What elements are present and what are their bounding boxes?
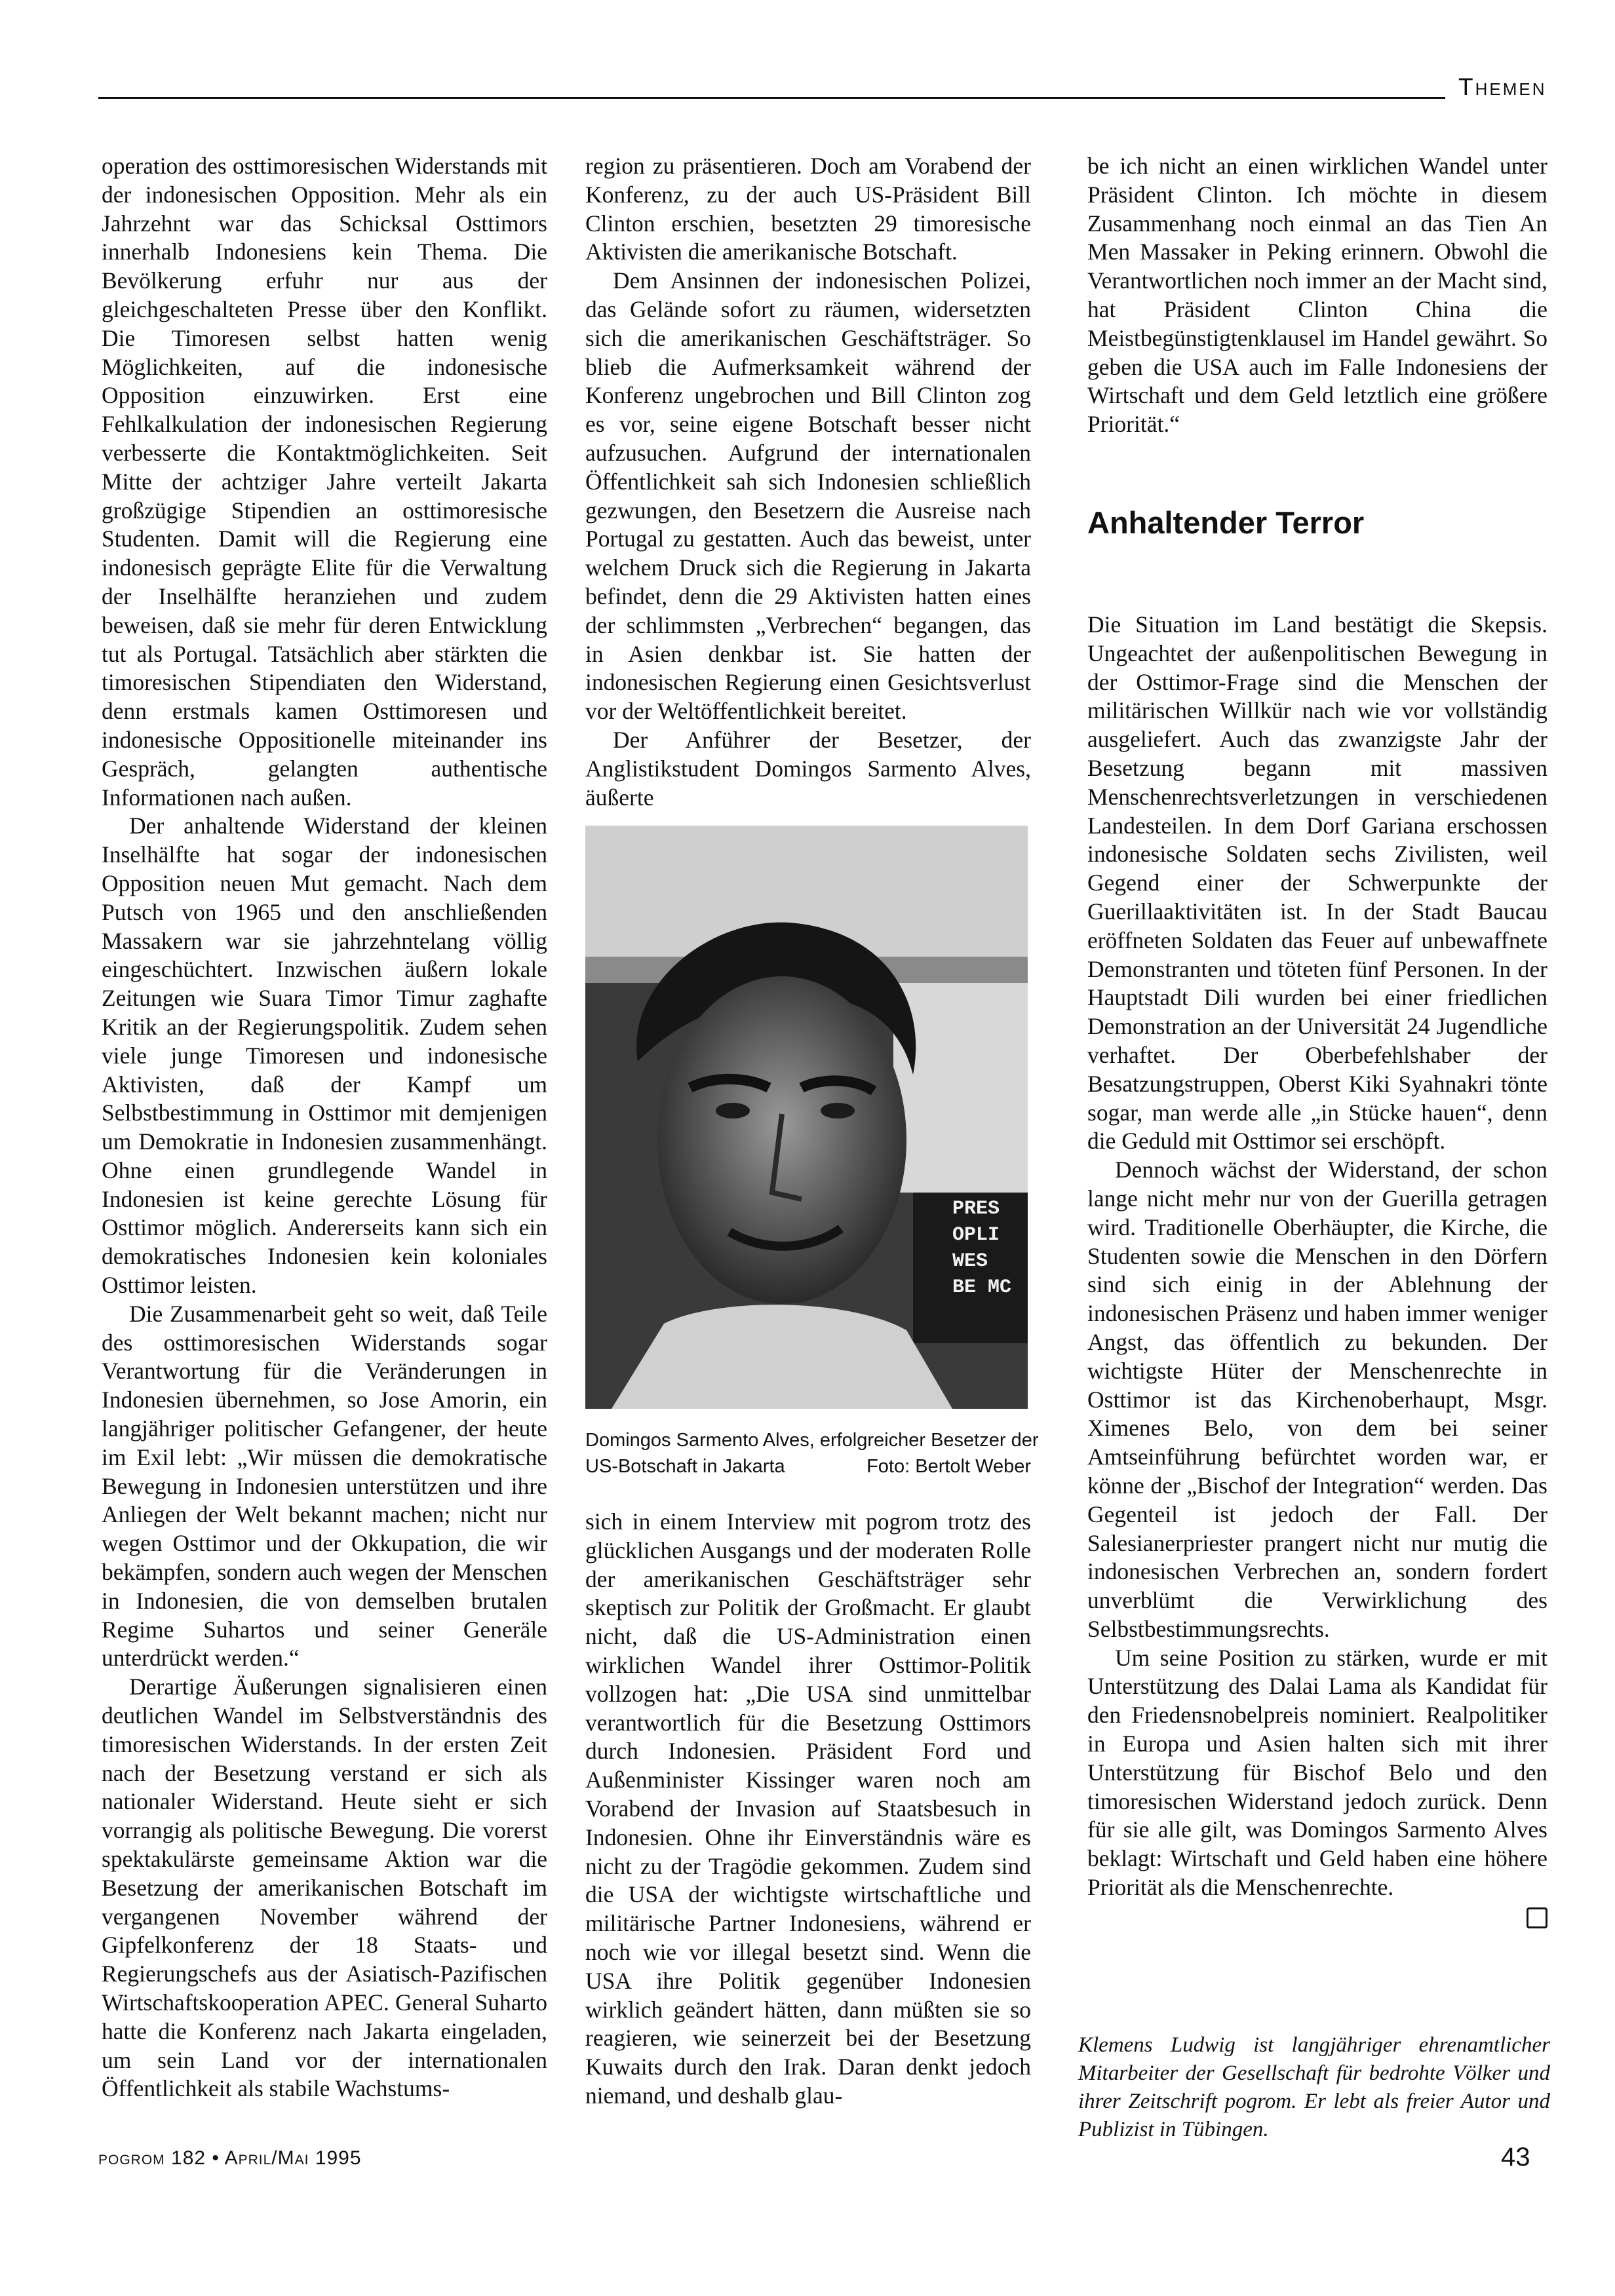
author-note: Klemens Ludwig ist langjähriger ehrenamtlicher Mitarbeiter der Gesellschaft für bedrohte Völker und ihrer Zeitschrift pogrom. Er lebt als freier Autor und Publizist in Tübingen. bbox=[1078, 2033, 1550, 2141]
photo-illustration bbox=[585, 826, 1028, 1409]
photo-credit: Foto: Bertolt Weber bbox=[866, 1456, 1031, 1477]
paragraph: sich in einem Interview mit pogrom trotz des glücklichen Ausgangs und der moderaten Rolle der amerikanischen Geschäftsträger sehr skeptisch zur Politik der Großmacht. Er glaubt nicht, daß die US-Administration einen wirklichen Wandel ihrer Osttimor-Politik vollzogen hat: „Die USA sind unmittelbar verantwortlich für die Besetzung Osttimors durch Indonesien. Präsident Ford und Außenminister Kissinger waren noch am Vorabend der Invasion auf Staatsbesuch in Indonesien. Ohne ihr Einverständnis wäre es nicht zu der Tragödie gekommen. Zudem sind die USA der wichtigste wirtschaftliche und militärische Partner Indonesiens, während er noch wie vor illegal besetzt sind. Wenn die USA ihre Politik gegenüber Indonesien wirklich geändert hätten, dann müßten sie so reagieren, wie seinerzeit bei der Besetzung Kuwaits durch den Irak. Daran denkt jedoch niemand, und deshalb glau- bbox=[585, 1508, 1031, 2109]
caption-text: Domingos Sarmento Alves, erfolgreicher Besetzer der US-Botschaft in Jakarta bbox=[585, 1430, 1039, 1477]
sign-line: OPLI bbox=[952, 1224, 1000, 1246]
paragraph: Die Situation im Land bestätigt die Skepsis. Ungeachtet der außenpolitischen Bewegung in der Osttimor-Frage sind die Menschen der militärischen Willkür nach wie vor vollständig ausgeliefert. Auch das zwanzigste Jahr der Besetzung begann mit massiven Menschenrechtsverletzungen in verschiedenen Landesteilen. In dem Dorf Gariana erschossen indonesische Soldaten sechs Zivilisten, weil Gegend einer der Schwerpunkte der Guerillaaktivitäten ist. In der Stadt Baucau eröffneten Soldaten das Feuer auf unbewaffnete Demonstranten und töteten fünf Personen. In der Hauptstadt Dili wurden bei einer friedlichen Demonstration an der Universität 24 Jugendliche verhaftet. Der Oberbefehlshaber der Besatzungstruppen, Oberst Kiki Syahnakri tönte sogar, man werde alle „in Stücke hauen“, denn die Geduld mit Osttimor sei erschöpft. bbox=[1087, 611, 1547, 1155]
sign-text bbox=[952, 1196, 1011, 1301]
paragraph: Der Anführer der Besetzer, der Anglistikstudent Domingos Sarmento Alves, äußerte bbox=[585, 726, 1031, 811]
article-column-3-top bbox=[1087, 152, 1547, 439]
sign-line: WES bbox=[952, 1250, 988, 1272]
paragraph: Der anhaltende Widerstand der kleinen Inselhälfte hat sogar der indonesischen Opposition neuen Mut gemacht. Nach dem Putsch von 1965 und den anschließenden Massakern war sie jahrzehntelang völlig eingeschüchtert. Inzwischen äußern lokale Zeitungen wie Suara Timor Timur zaghafte Kritik an der Regierungspolitik. Zudem sehen viele junge Timoresen und indonesische Aktivisten, daß der Kampf um Selbstbestimmung in Osttimor mit demjenigen um Demokratie in Indonesien zusammenhängt. Ohne einen grundlegende Wandel in Indonesien ist keine gerechte Lösung für Osttimor möglich. Andererseits kann sich ein demokratisches Indonesien kein koloniales Osttimor leisten. bbox=[102, 813, 547, 1299]
sign-line: BE MC bbox=[952, 1276, 1012, 1299]
portrait-photo bbox=[585, 826, 1028, 1409]
article-column-3-bottom bbox=[1087, 611, 1547, 1928]
photo-caption bbox=[585, 1427, 1044, 1480]
section-label: Themen bbox=[1458, 73, 1547, 100]
paragraph: Derartige Äußerungen signalisieren einen deutlichen Wandel im Selbstverständnis des timoresischen Widerstands. In der ersten Zeit nach der Besetzung verstand er sich als nationaler Widerstand. Heute sieht er sich vorrangig als politische Bewegung. Die vorerst spektakulärste gemeinsame Aktion war die Besetzung der amerikanischen Botschaft im vergangenen November während der Gipfelkonferenz der 18 Staats- und Regierungschefs aus der Asiatisch-Pazifischen Wirtschaftskooperation APEC. General Suharto hatte die Konferenz nach Jakarta eingeladen, um sein Land vor der internationalen Öffentlichkeit als stabile Wachstums- bbox=[102, 1674, 547, 2102]
paragraph: be ich nicht an einen wirklichen Wandel unter Präsident Clinton. Ich möchte in diesem Zusammenhang noch einmal an das Tien An Men Massaker in Peking erinnern. Obwohl die Verantwortlichen noch immer an der Macht sind, hat Präsident Clinton China die Meistbegünstigtenklausel im Handel gewährt. So geben die USA auch im Falle Indonesiens der Wirtschaft und dem Geld letztlich eine größere Priorität.“ bbox=[1087, 153, 1547, 438]
article-column-2-top bbox=[585, 152, 1031, 812]
header-rule bbox=[98, 97, 1445, 99]
paragraph: Um seine Position zu stärken, wurde er mit Unterstützung des Dalai Lama als Kandidat für den Friedensnobelpreis nominiert. Realpolitiker in Europa und Asien halten sich mit ihrer Unterstützung für Bischof Belo und den timoresischen Widerstand jedoch zurück. Denn für sie alle gilt, was Domingos Sarmento Alves beklagt: Wirtschaft und Geld haben eine höhere Priorität als die Menschenrechte. bbox=[1087, 1644, 1547, 1901]
article-column-1 bbox=[102, 152, 547, 2103]
paragraph: operation des osttimoresischen Widerstands mit der indonesischen Opposition. Mehr als ein Jahrzehnt war das Schicksal Osttimors innerhalb Indonesiens kein Thema. Die Bevölkerung erfuhr nur aus der gleichgeschalteten Presse über den Konflikt. Die Timoresen selbst hatten wenig Möglichkeiten, auf die indonesische Opposition einzuwirken. Erst eine Fehlkalkulation der indonesischen Regierung verbesserte die Kontaktmöglichkeiten. Seit Mitte der achtziger Jahre verteilt Jakarta großzügige Stipendien an osttimoresische Studenten. Damit will die Regierung eine indonesisch geprägte Elite für die Verwaltung der Inselhälfte heranziehen und zudem beweisen, daß sie mehr für deren Entwicklung tut als Portugal. Tatsächlich aber stärkten die timoresischen Stipendiaten den Widerstand, denn erstmals kamen Osttimoresen und indonesische Oppositionelle miteinander ins Gespräch, gelangten authentische Informationen nach außen. bbox=[102, 153, 547, 811]
subheading: Anhaltender Terror bbox=[1087, 505, 1365, 540]
paragraph: Die Zusammenarbeit geht so weit, daß Teile des osttimoresischen Widerstands sogar Verantwortung für die Veränderungen in Indonesien übernehmen, so Jose Amorin, ein langjähriger politischer Gefangener, der heute im Exil lebt: „Wir müssen die demokratische Bewegung in Indonesien unterstützen und ihre Anliegen der Welt bekannt machen; nicht nur wegen Osttimor und der Okkupation, die wir bekämpfen, sondern auch wegen der Menschen in Indonesien, die von demselben brutalen Regime Suhartos und seiner Generäle unterdrückt werden.“ bbox=[102, 1300, 547, 1672]
end-of-article-icon bbox=[1527, 1907, 1547, 1928]
paragraph: Dennoch wächst der Widerstand, der schon lange nicht mehr nur von der Guerilla getragen wird. Traditionelle Oberhäupter, die Kirche, die Studenten sowie die Menschen in den Dörfern sind sich einig in der Ablehnung der indonesischen Präsenz und haben immer weniger Angst, das öffentlich zu bekunden. Der wichtigste Hüter der Menschenrechte in Osttimor ist das Kirchenoberhaupt, Msgr. Ximenes Belo, von dem bei seiner Amtseinführung befürchtet worden war, er könne der „Bischof der Integration“ werden. Das Gegenteil ist jedoch der Fall. Der Salesianerpriester prangert nicht nur mutig die indonesischen Verbrechen an, sondern fordert unverblümt die Verwirklichung des Selbstbestimmungsrechts. bbox=[1087, 1157, 1547, 1642]
article-column-2-bottom bbox=[585, 1508, 1031, 2111]
paragraph: Dem Ansinnen der indonesischen Polizei, das Gelände sofort zu räumen, widersetzten sich die amerikanischen Geschäftsträger. So blieb die Aufmerksamkeit während der Konferenz ungebrochen und Bill Clinton zog es vor, seine eigene Botschaft besser nicht aufzusuchen. Aufgrund der internationalen Öffentlichkeit sah sich Indonesien schließlich gezwungen, den Besetzern die Ausreise nach Portugal zu gestatten. Auch das beweist, unter welchem Druck sich die Regierung in Jakarta befindet, denn die 29 Aktivisten hatten eines der schlimmsten „Verbrechen“ begangen, das in Asien denkbar ist. Sie hatten der indonesischen Regierung einen Gesichtsverlust vor der Weltöffentlichkeit bereitet. bbox=[585, 267, 1031, 725]
issue-info: pogrom 182 • April/Mai 1995 bbox=[98, 2147, 362, 2169]
page-number: 43 bbox=[1501, 2143, 1530, 2172]
sign-line: PRES bbox=[952, 1198, 1000, 1220]
paragraph: region zu präsentieren. Doch am Vorabend der Konferenz, zu der auch US-Präsident Bill Clinton erschien, besetzten 29 timoresische Aktivisten die amerikanische Botschaft. bbox=[585, 153, 1031, 265]
